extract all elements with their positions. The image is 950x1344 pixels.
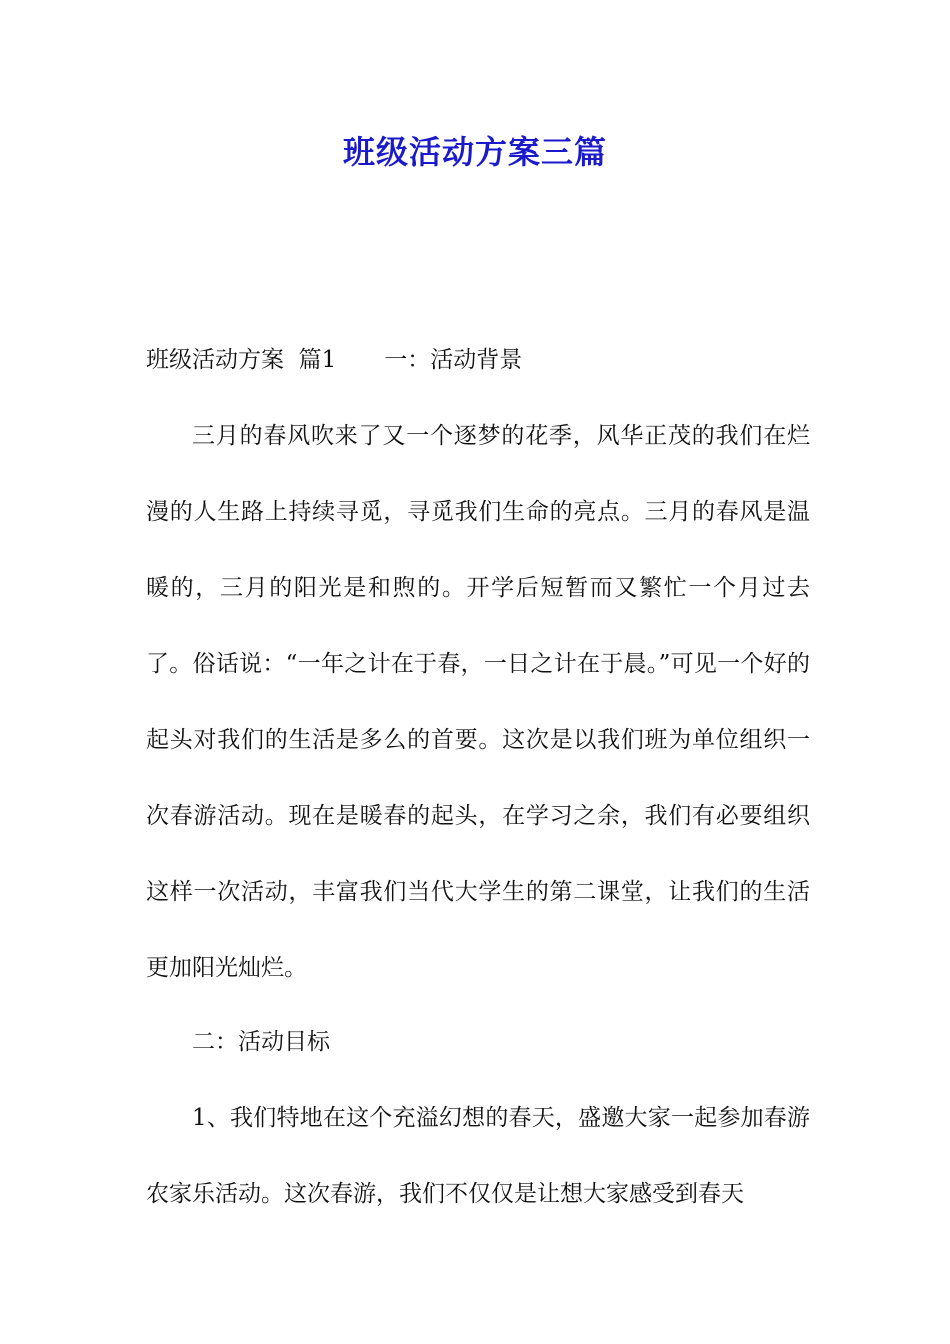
paragraph-goal-heading: 二：活动目标 bbox=[192, 1029, 330, 1055]
document-title: 班级活动方案三篇 bbox=[342, 133, 607, 171]
paragraph-goal-1: 1、我们特地在这个充溢幻想的春天，盛邀大家一起参加春游农家乐活动。这次春游，我们不仅仅是让想大家感受到春天 bbox=[146, 1105, 810, 1207]
section-label: 班级活动方案 篇1 bbox=[146, 347, 337, 373]
section-subheading: 一：活动背景 bbox=[384, 347, 523, 373]
paragraph-background: 三月的春风吹来了又一个逐梦的花季，风华正茂的我们在烂漫的人生路上持续寻觅，寻觅我们生命的亮点。三月的春风是温暖的，三月的阳光是和煦的。开学后短暂而又繁忙一个月过去了。俗话说：“一年之计在于春，一日之计在于晨。”可见一个好的起头对我们的生活是多么的首要。这次是以我们班为单位组织一次春游活动。现在是暖春的起头，在学习之余，我们有必要组织这样一次活动，丰富我们当代大学生的第二课堂，让我们的生活更加阳光灿烂。 bbox=[146, 423, 810, 981]
section-heading bbox=[146, 340, 810, 380]
